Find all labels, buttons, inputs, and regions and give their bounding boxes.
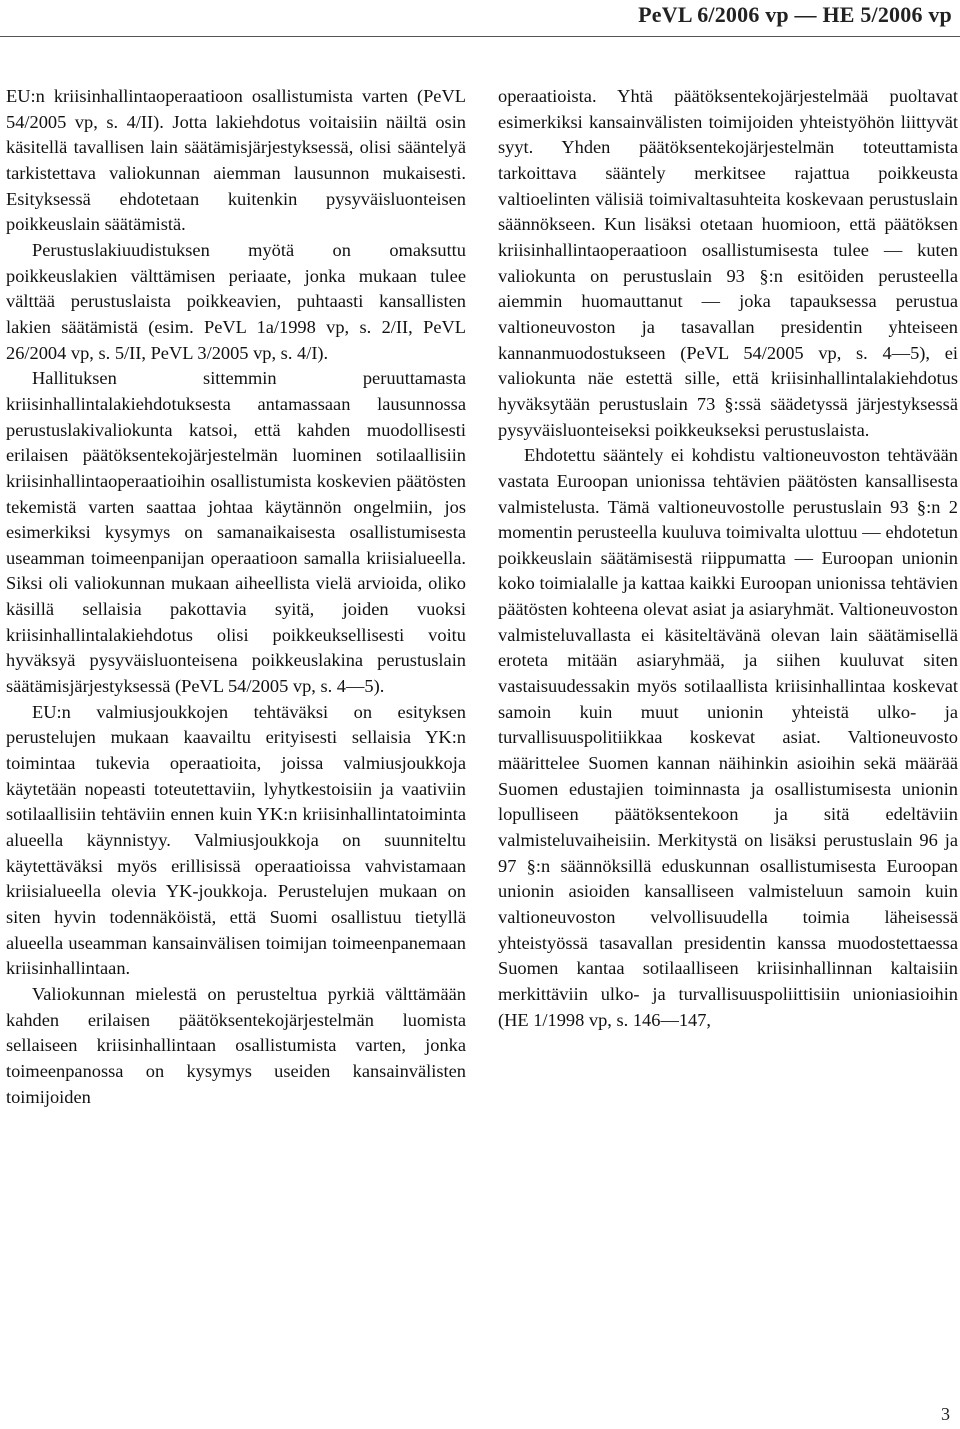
paragraph: EU:n valmiusjoukkojen tehtäväksi on esityksen perustelujen mukaan kaavailtu erityisesti sellaisia YK:n toimintaa tukevia operaatioita, joissa valmiusjoukkoja käytetään nopeasti toteutettaviin, lyhytkestoisiin ja vaativiin sotilaallisiin tehtäviin ennen kuin YK:n kriisinhallintatoiminta alueella käynnistyy. Valmiusjoukkoja on suunniteltu käytettäväksi myös erillisissä operaatioissa vahvistamaan kriisialueella olevia YK-joukkoja. Perustelujen mukaan on siten hyvin todennäköistä, että Suomi osallistuu tietyllä alueella useamman kansainvälisen toimijan toimeenpanemaan kriisinhallintaan. (6, 701, 466, 979)
left-column (6, 84, 466, 1110)
document-reference: PeVL 6/2006 vp — HE 5/2006 vp (638, 2, 952, 27)
paragraph: Valiokunnan mielestä on perusteltua pyrkiä välttämään kahden erilaisen päätöksentekojärjestelmän luomista sellaiseen kriisinhallintaan osallistumista varten, jonka toimeenpanossa on kysymys useiden kansainvälisten toimijoiden (6, 983, 466, 1107)
page-header (0, 0, 960, 37)
paragraph: operaatioista. Yhtä päätöksentekojärjestelmää puoltavat esimerkiksi kansainvälisten toimijoiden yhteistyöhön liittyvät syyt. Yhden päätöksentekojärjestelmän toteuttamista tarkoittava sääntely merkitsee rajattua poikkeusta valtioelinten välisiä toimivaltasuhteita koskevaan perustuslain säännökseen. Kun lisäksi otetaan huomioon, että päätöksen kriisinhallintaoperaatioon osallistumisesta tulee — kuten valiokunta on perustuslain 93 §:n esitöiden perusteella aiemmin huomauttanut — joka tapauksessa perustua valtioneuvoston ja tasavallan presidentin yhteiseen kannanmuodostukseen (PeVL 54/2005 vp, s. 4—5), ei valiokunta näe estettä sille, että kriisinhallintalakiehdotus hyväksytään perustuslain 73 §:ssä säädetyssä järjestyksessä pysyväisluonteiseksi poikkeukseksi perustuslaista. (498, 86, 958, 440)
right-column (498, 84, 958, 1033)
paragraph: Ehdotettu sääntely ei kohdistu valtioneuvoston tehtävään vastata Euroopan unionissa tehtävien päätösten kansallisesta valmistelusta. Tämä valtioneuvostolle perustuslain 93 §:n 2 momentin perusteella kuuluva toimivalta ulottuu — ehdotetun poikkeuslain säätämisestä riippumatta — Euroopan unionin koko toimialalle ja kattaa kaikki Euroopan unionissa tehtävien päätösten kohteena olevat asiat ja asiaryhmät. Valtioneuvoston valmisteluvallasta ei käsiteltävänä olevan lain säätämisellä eroteta mitään asiaryhmää, ja siihen kuuluvat siten vastaisuudessakin myös sotilaallista kriisinhallintaa koskevat samoin kuin muut unionin yhteistä ulko- ja turvallisuuspolitiikkaa koskevat asiat. Valtioneuvosto määrittelee Suomen kannan näihinkin asioihin sekä määrää Suomen edustajien toiminnasta ja osallistumisesta unionin lopulliseen päätöksentekoon ja sitä edeltäviin valmisteluvaiheisiin. Merkitystä on lisäksi perustuslain 96 ja 97 §:n säännöksillä eduskunnan osallistumisesta Euroopan unionin asioiden kansalliseen valmisteluun samoin kuin valtioneuvoston velvollisuudella toimia läheisessä yhteistyössä tasavallan presidentin kanssa muodostettaessa Suomen kantaa sotilaalliseen kriisinhallinnan kaltaisiin merkittäviin ulko- ja turvallisuuspoliittisiin unioniasioihin (HE 1/1998 vp, s. 146—147, (498, 445, 958, 1030)
page-number: 3 (941, 1404, 950, 1424)
paragraph: EU:n kriisinhallintaoperaatioon osallistumista varten (PeVL 54/2005 vp, s. 4/II). Jotta lakiehdotus voitaisiin näiltä osin käsitellä tavallisen lain säätämisjärjestyksessä, olisi sääntelyä tarkistettava valiokunnan aiemman lausunnon mukaisesti. Esityksessä ehdotetaan kuitenkin pysyväisluonteisen poikkeuslain säätämistä. (6, 86, 466, 235)
paragraph: Perustuslakiuudistuksen myötä on omaksuttu poikkeuslakien välttämisen periaate, jonka mukaan tulee välttää perustuslaista poikkeavien, puhtaasti kansallisten lakien säätämistä (esim. PeVL 1a/1998 vp, s. 2/II, PeVL 26/2004 vp, s. 5/II, PeVL 3/2005 vp, s. 4/I). (6, 239, 466, 363)
paragraph: Hallituksen sittemmin peruuttamasta kriisinhallintalakiehdotuksesta antamassaan lausunnossa perustuslakivaliokunta katsoi, että kahden muodollisesti erilaisen päätöksentekojärjestelmän luominen sotilaallisiin kriisinhallintaoperaatioihin osallistumista koskevien päätösten tekemistä varten saattaa johtaa käytännön ongelmiin, jos esimerkiksi kysymys on samanaikaisesta osallistumisesta useamman toimeenpanijan operaatioon samalla kriisialueella. Siksi oli valiokunnan mukaan aiheellista vielä arvioida, oliko käsillä sellaisia pakottavia syitä, joiden vuoksi kriisinhallintalakiehdotus olisi poikkeuksellisesti voitu hyväksyä pysyväisluonteisena poikkeuslakina perustuslain säätämisjärjestyksessä (PeVL 54/2005 vp, s. 4—5). (6, 368, 466, 697)
